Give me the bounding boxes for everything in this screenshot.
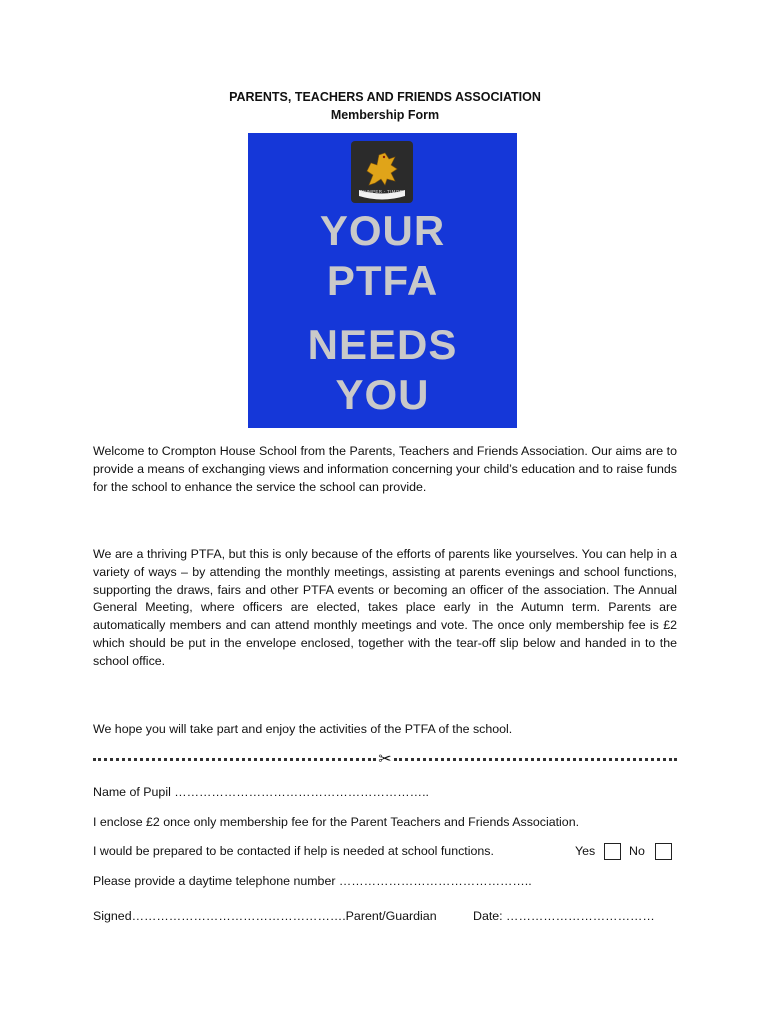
yes-label: Yes (575, 844, 596, 858)
welcome-paragraph: Welcome to Crompton House School from the Parents, Teachers and Friends Association. Our aims are to provide a means of exchanging views and information concerning your child’s education and to raise funds for the school to enhance the service the school can provide. (93, 444, 677, 494)
form-subtitle: Membership Form (330, 108, 440, 122)
closing-paragraph: We hope you will take part and enjoy the activities of the PTFA of the school. (93, 722, 513, 736)
poster-line-needs: NEEDS (307, 321, 458, 368)
signature-field[interactable]: Signed…………………………………………….Parent/Guardian (93, 909, 437, 923)
ptfa-poster (248, 133, 517, 428)
telephone-field[interactable]: Please provide a daytime telephone number ……………………………………….. (93, 874, 532, 888)
contact-question: I would be prepared to be contacted if help is needed at school functions. (93, 844, 494, 858)
no-label: No (629, 844, 645, 858)
no-checkbox[interactable] (655, 843, 672, 860)
date-field[interactable]: Date: ……………………………… (473, 909, 655, 923)
scissors-icon: ✂ (378, 751, 392, 768)
crest-motto: NUMPER - TIMOR (360, 189, 404, 194)
poster-line-ptfa: PTFA (326, 257, 439, 304)
dotted-line-left (93, 758, 376, 764)
lion-rampant-crest-icon (351, 141, 413, 203)
poster-line-your: YOUR (319, 207, 446, 254)
yes-checkbox[interactable] (604, 843, 621, 860)
involvement-paragraph: We are a thriving PTFA, but this is only because of the efforts of parents like yourselves. You can help in a variety of ways – by attending the monthly meetings, assisting at parents evenings and school functions, supporting the draws, fairs and other PTFA events or becoming an officer of the association. The Annual General Meeting, where officers are elected, takes place early in the Autumn term. Parents are automatically members and can attend monthly meetings and vote. The once only membership fee is £2 which should be put in the envelope enclosed, together with the tear-off slip below and handed in to the school office. (93, 547, 677, 668)
form-title: PARENTS, TEACHERS AND FRIENDS ASSOCIATION (229, 90, 541, 104)
fee-statement: I enclose £2 once only membership fee for the Parent Teachers and Friends Association. (93, 815, 580, 829)
poster-line-you: YOU (335, 371, 430, 418)
pupil-name-field[interactable]: Name of Pupil …………………………………………………….. (93, 785, 429, 799)
tear-off-line (93, 751, 677, 769)
dotted-line-right (394, 758, 677, 764)
